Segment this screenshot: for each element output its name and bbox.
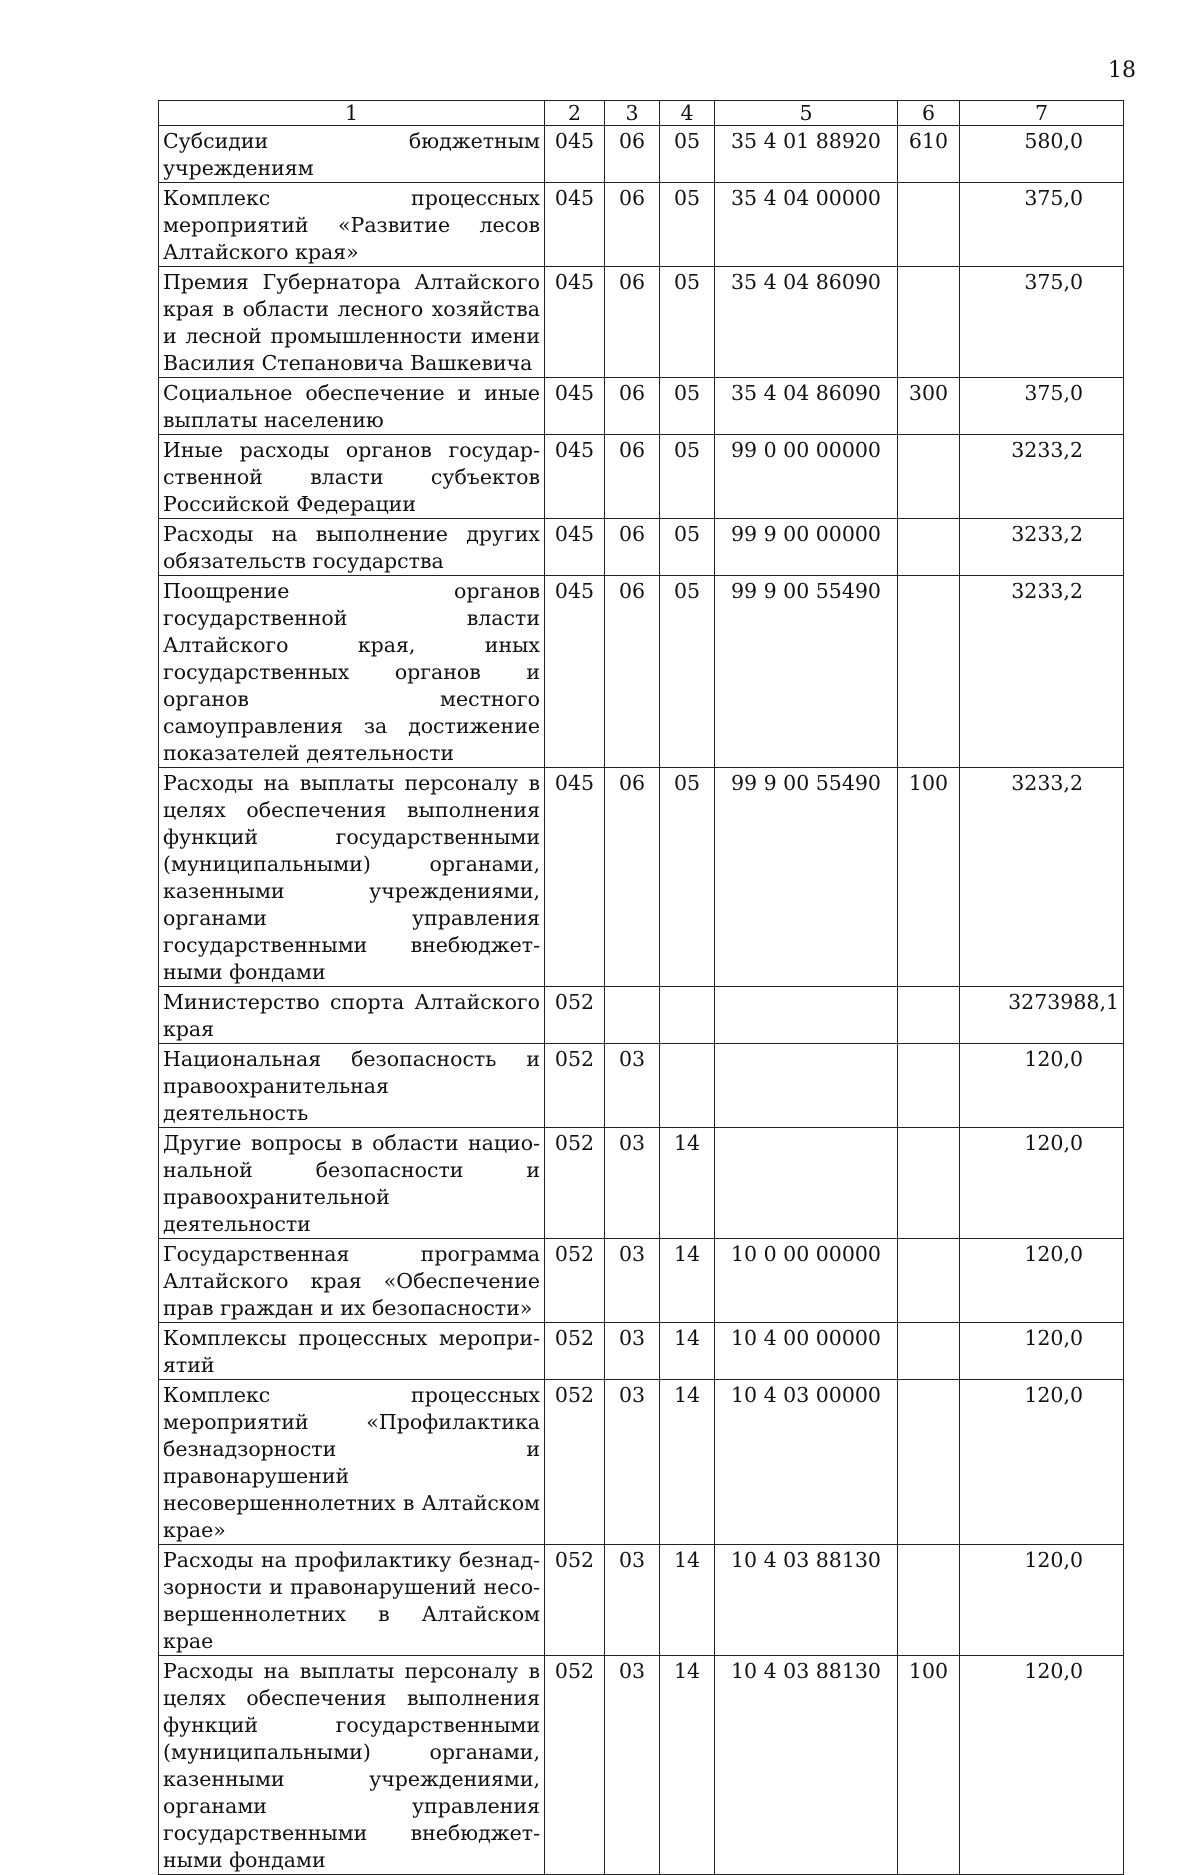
cell-subsection [660,987,715,1044]
cell-section: 06 [605,183,660,267]
table-row [159,126,1124,183]
cell-name: Социальное обеспечение и иные выплаты населению [159,378,545,435]
cell-amount: 120,0 [960,1044,1124,1128]
cell-admin: 045 [545,576,605,768]
cell-amount: 3233,2 [960,519,1124,576]
cell-target: 10 0 00 00000 [715,1239,898,1323]
table-row [159,1128,1124,1239]
cell-amount: 120,0 [960,1128,1124,1239]
table-row [159,1044,1124,1128]
table-row [159,1380,1124,1545]
cell-name: Министерство спорта Алтайского края [159,987,545,1044]
cell-admin: 045 [545,768,605,987]
cell-section: 06 [605,378,660,435]
cell-target [715,1044,898,1128]
cell-admin: 045 [545,378,605,435]
cell-expense-type [898,1239,960,1323]
cell-admin: 045 [545,183,605,267]
cell-admin: 052 [545,1545,605,1656]
header-col-section: 3 [605,101,660,126]
cell-target: 10 4 03 88130 [715,1545,898,1656]
cell-section: 03 [605,1656,660,1875]
cell-expense-type: 300 [898,378,960,435]
cell-target: 99 9 00 00000 [715,519,898,576]
cell-section: 06 [605,576,660,768]
cell-admin: 045 [545,519,605,576]
cell-expense-type [898,1128,960,1239]
cell-subsection: 05 [660,768,715,987]
table-row [159,1239,1124,1323]
cell-name: Комплекс процессных мероприятий «Профилактика безнадзорности и правонарушений несовершеннолетних в Алтайском крае» [159,1380,545,1545]
page-number: 18 [1108,58,1136,83]
table-row [159,1323,1124,1380]
cell-expense-type [898,1545,960,1656]
cell-subsection [660,1044,715,1128]
cell-target: 10 4 00 00000 [715,1323,898,1380]
cell-admin: 052 [545,987,605,1044]
cell-name: Национальная безопасность и правоохранительная деятельность [159,1044,545,1128]
cell-admin: 045 [545,267,605,378]
cell-amount: 375,0 [960,267,1124,378]
table-row [159,378,1124,435]
header-col-target: 5 [715,101,898,126]
cell-target: 10 4 03 88130 [715,1656,898,1875]
cell-expense-type [898,183,960,267]
cell-section: 03 [605,1128,660,1239]
cell-expense-type [898,1380,960,1545]
cell-subsection: 14 [660,1656,715,1875]
cell-amount: 3233,2 [960,576,1124,768]
cell-subsection: 05 [660,435,715,519]
cell-target: 99 9 00 55490 [715,768,898,987]
cell-subsection: 14 [660,1323,715,1380]
table-row [159,183,1124,267]
cell-expense-type [898,435,960,519]
cell-name: Комплексы процессных мероприятий [159,1323,545,1380]
cell-admin: 052 [545,1380,605,1545]
cell-name: Расходы на выплаты персоналу в целях обеспечения выполнения функций государственными (муниципальными) органами, казенными учреждениями, органами управления государственными внебюджетными фондами [159,1656,545,1875]
cell-expense-type [898,987,960,1044]
cell-name: Расходы на выполнение других обязательств государства [159,519,545,576]
cell-target: 35 4 01 88920 [715,126,898,183]
cell-section: 06 [605,519,660,576]
cell-amount: 120,0 [960,1239,1124,1323]
cell-admin: 052 [545,1128,605,1239]
header-col-amount: 7 [960,101,1124,126]
cell-expense-type [898,576,960,768]
cell-amount: 3273988,1 [960,987,1124,1044]
cell-section: 06 [605,435,660,519]
cell-amount: 580,0 [960,126,1124,183]
cell-section: 03 [605,1323,660,1380]
header-col-subsection: 4 [660,101,715,126]
cell-expense-type [898,1323,960,1380]
table-row [159,1545,1124,1656]
table-row [159,267,1124,378]
table-row [159,768,1124,987]
cell-section: 06 [605,768,660,987]
cell-admin: 052 [545,1239,605,1323]
cell-admin: 045 [545,435,605,519]
cell-amount: 375,0 [960,378,1124,435]
cell-name: Иные расходы органов государственной власти субъектов Российской Федерации [159,435,545,519]
table-body [159,126,1124,1875]
cell-subsection: 05 [660,267,715,378]
cell-name: Комплекс процессных мероприятий «Развитие лесов Алтайского края» [159,183,545,267]
cell-target: 35 4 04 00000 [715,183,898,267]
cell-target: 99 9 00 55490 [715,576,898,768]
cell-subsection: 05 [660,519,715,576]
header-col-name: 1 [159,101,545,126]
cell-name: Расходы на выплаты персоналу в целях обеспечения выполнения функций государственными (муниципальными) органами, казенными учреждениями, органами управления государственными внебюджетными фондами [159,768,545,987]
cell-target: 35 4 04 86090 [715,267,898,378]
cell-admin: 052 [545,1044,605,1128]
cell-subsection: 05 [660,576,715,768]
cell-target: 35 4 04 86090 [715,378,898,435]
cell-amount: 120,0 [960,1380,1124,1545]
cell-subsection: 05 [660,183,715,267]
cell-target [715,1128,898,1239]
cell-amount: 120,0 [960,1545,1124,1656]
header-col-admin: 2 [545,101,605,126]
cell-subsection: 14 [660,1239,715,1323]
table-row [159,576,1124,768]
header-row [159,101,1124,126]
table-row [159,987,1124,1044]
cell-amount: 3233,2 [960,768,1124,987]
cell-name: Государственная программа Алтайского края «Обеспечение прав граждан и их безопасности» [159,1239,545,1323]
cell-section: 03 [605,1545,660,1656]
cell-target [715,987,898,1044]
cell-expense-type [898,519,960,576]
cell-target: 10 4 03 00000 [715,1380,898,1545]
cell-expense-type: 100 [898,1656,960,1875]
table-row [159,435,1124,519]
cell-target: 99 0 00 00000 [715,435,898,519]
cell-admin: 052 [545,1323,605,1380]
cell-section: 06 [605,126,660,183]
cell-name: Другие вопросы в области национальной безопасности и правоохранительной деятельности [159,1128,545,1239]
cell-expense-type: 100 [898,768,960,987]
cell-name: Субсидии бюджетным учреждениям [159,126,545,183]
cell-name: Расходы на профилактику безнадзорности и правонарушений несовершеннолетних в Алтайском крае [159,1545,545,1656]
cell-subsection: 14 [660,1128,715,1239]
table-row [159,1656,1124,1875]
cell-expense-type [898,1044,960,1128]
cell-subsection: 14 [660,1380,715,1545]
budget-table [158,100,1124,1875]
cell-subsection: 05 [660,126,715,183]
cell-expense-type [898,267,960,378]
cell-section: 03 [605,1239,660,1323]
table-row [159,519,1124,576]
cell-section: 06 [605,267,660,378]
header-col-expense-type: 6 [898,101,960,126]
cell-expense-type: 610 [898,126,960,183]
cell-name: Поощрение органов государственной власти Алтайского края, иных государственных органов и органов местного самоуправления за достижение показателей деятельности [159,576,545,768]
cell-subsection: 14 [660,1545,715,1656]
cell-section: 03 [605,1044,660,1128]
cell-section [605,987,660,1044]
cell-amount: 120,0 [960,1323,1124,1380]
cell-amount: 375,0 [960,183,1124,267]
cell-name: Премия Губернатора Алтайского края в области лесного хозяйства и лесной промышленности имени Василия Степановича Вашкевича [159,267,545,378]
cell-admin: 052 [545,1656,605,1875]
cell-amount: 120,0 [960,1656,1124,1875]
cell-admin: 045 [545,126,605,183]
cell-section: 03 [605,1380,660,1545]
cell-subsection: 05 [660,378,715,435]
cell-amount: 3233,2 [960,435,1124,519]
